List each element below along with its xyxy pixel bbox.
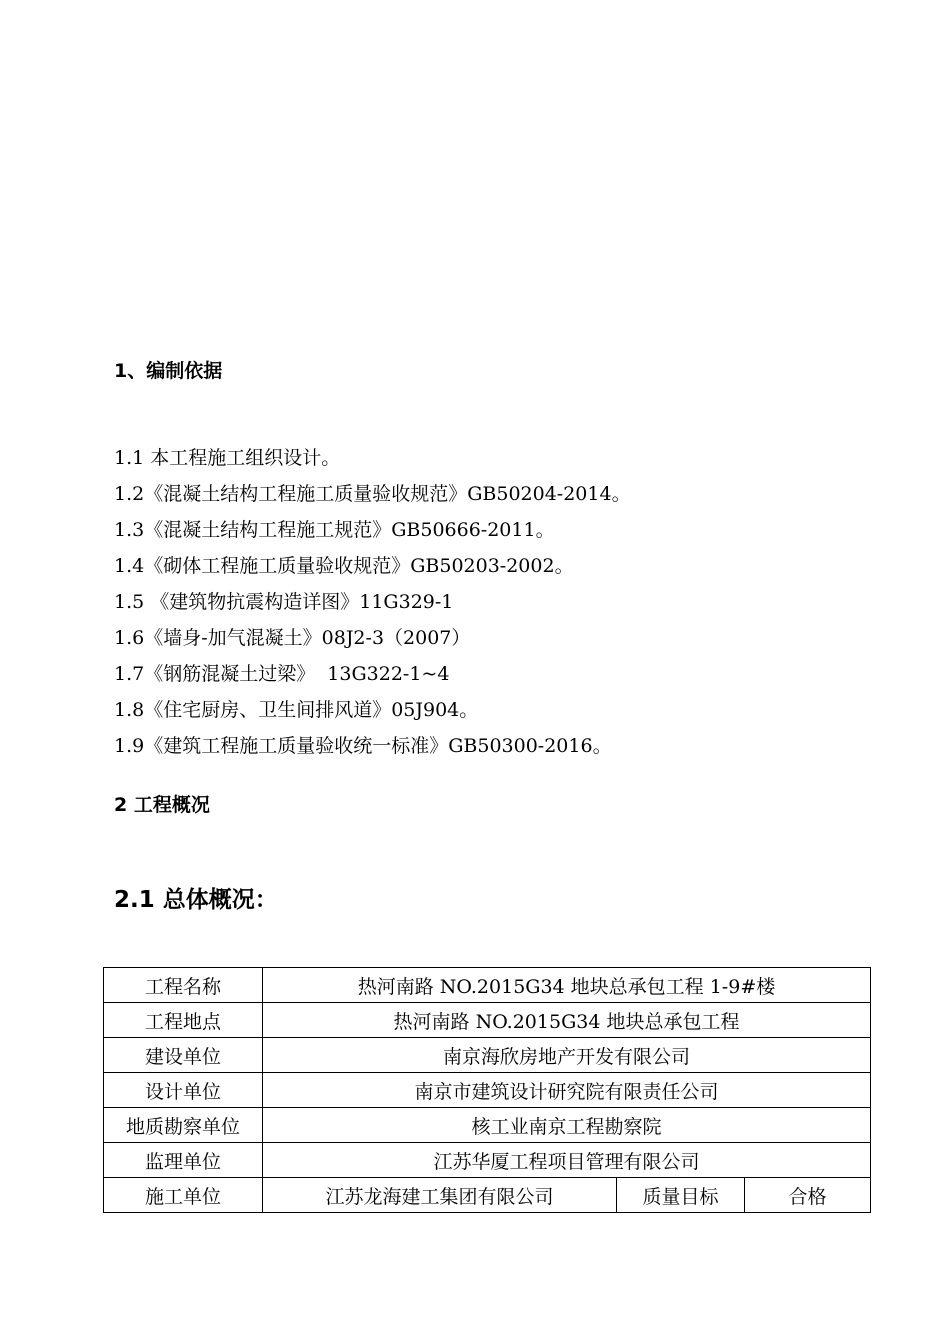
- reference-list: [114, 440, 631, 764]
- row-value: 江苏华厦工程项目管理有限公司: [263, 1143, 871, 1178]
- row-label: 施工单位: [104, 1178, 263, 1213]
- row-label: 工程名称: [104, 968, 263, 1003]
- row-value: 热河南路 NO.2015G34 地块总承包工程: [263, 1003, 871, 1038]
- row-label: 设计单位: [104, 1073, 263, 1108]
- quality-target-label: 质量目标: [617, 1178, 745, 1213]
- reference-item: 1.8《住宅厨房、卫生间排风道》05J904。: [114, 699, 479, 721]
- row-label: 建设单位: [104, 1038, 263, 1073]
- table-row: [104, 1108, 871, 1143]
- table-row: [104, 1003, 871, 1038]
- row-label: 地质勘察单位: [104, 1108, 263, 1143]
- row-value: 热河南路 NO.2015G34 地块总承包工程 1-9#楼: [263, 968, 871, 1003]
- row-label: 工程地点: [104, 1003, 263, 1038]
- reference-item: 1.6《墙身-加气混凝土》08J2-3（2007）: [114, 627, 471, 649]
- project-overview-table: [103, 967, 871, 1213]
- reference-item: 1.5 《建筑物抗震构造详图》11G329-1: [114, 591, 454, 613]
- reference-item: 1.9《建筑工程施工质量验收统一标准》GB50300-2016。: [114, 735, 612, 757]
- quality-target-value: 合格: [745, 1178, 871, 1213]
- row-value: 核工业南京工程勘察院: [263, 1108, 871, 1143]
- section-1-heading: 1、编制依据: [114, 360, 223, 382]
- reference-item: 1.7《钢筋混凝土过梁》 13G322-1~4: [114, 663, 450, 685]
- section-2-1-heading: 2.1 总体概况：: [114, 887, 278, 913]
- row-value: 南京海欣房地产开发有限公司: [263, 1038, 871, 1073]
- reference-item: 1.2《混凝土结构工程施工质量验收规范》GB50204-2014。: [114, 483, 631, 505]
- reference-item: 1.1 本工程施工组织设计。: [114, 447, 341, 469]
- row-label: 监理单位: [104, 1143, 263, 1178]
- row-value: 南京市建筑设计研究院有限责任公司: [263, 1073, 871, 1108]
- table-row: [104, 1038, 871, 1073]
- reference-item: 1.4《砌体工程施工质量验收规范》GB50203-2002。: [114, 555, 574, 577]
- row-value: 江苏龙海建工集团有限公司: [263, 1178, 617, 1213]
- table-row: [104, 968, 871, 1003]
- section-2-heading: 2 工程概况: [114, 794, 210, 816]
- table-row: [104, 1143, 871, 1178]
- table-row: [104, 1178, 871, 1213]
- reference-item: 1.3《混凝土结构工程施工规范》GB50666-2011。: [114, 519, 555, 541]
- table-row: [104, 1073, 871, 1108]
